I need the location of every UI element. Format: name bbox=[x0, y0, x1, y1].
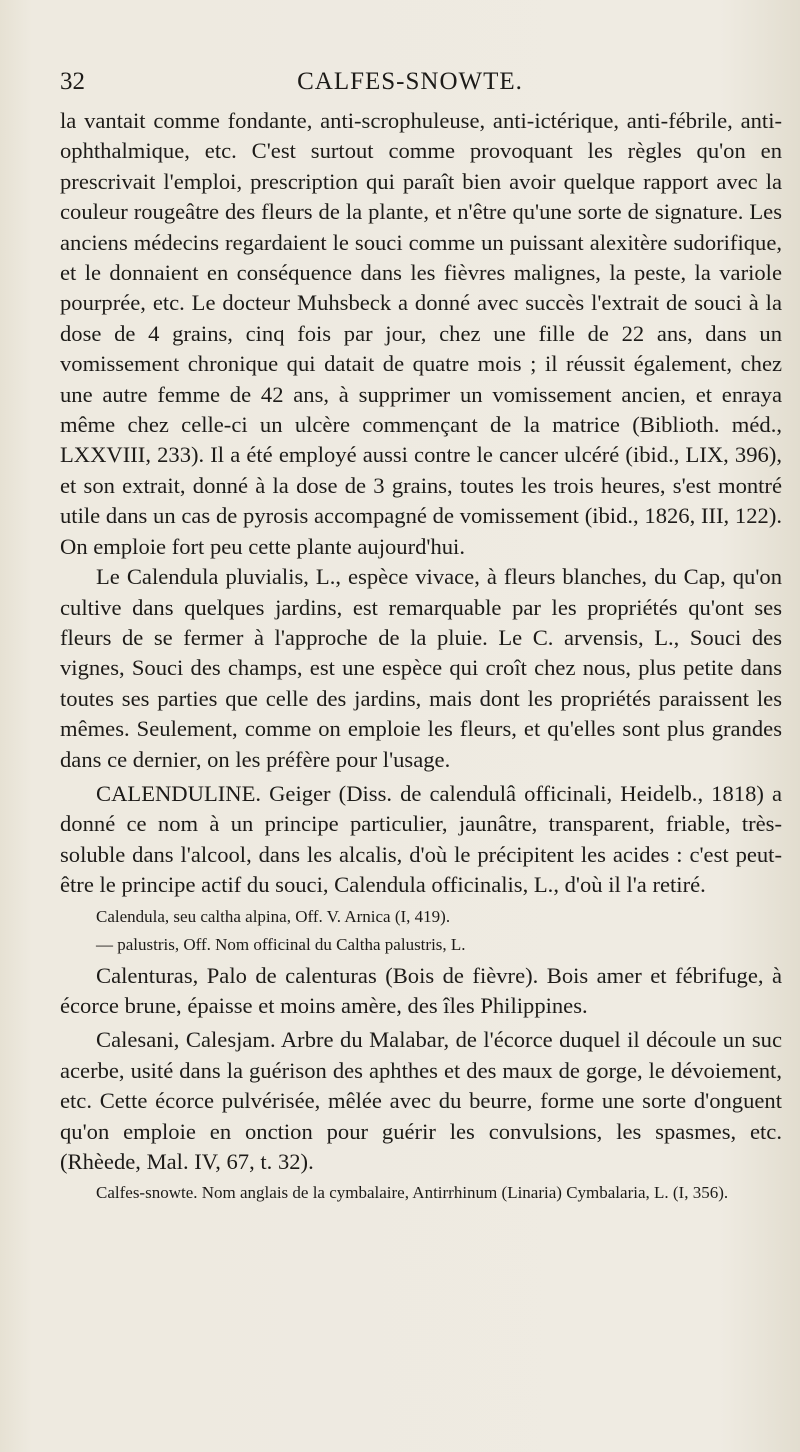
page-header bbox=[60, 64, 760, 104]
entry-palustris: — palustris, Off. Nom officinal du Caltha palustris, L. bbox=[96, 934, 466, 954]
entry-calfes-snowte: Calfes-snowte. Nom anglais de la cymbalaire, Antirrhinum (Linaria) Cymbalaria, L. (I, 356). bbox=[96, 1183, 729, 1203]
running-title: CALFES-SNOWTE. bbox=[297, 68, 523, 95]
entry-calenturas: Calenturas, Palo de calenturas (Bois de fièvre). Bois amer et fébrifuge, à écorce brune, épaisse et moins amère, des îles Philippines. bbox=[60, 962, 782, 1018]
body-text bbox=[60, 106, 782, 1205]
paragraph-souci-properties: la vantait comme fondante, anti-scrophuleuse, anti-ictérique, anti-fébrile, anti-ophthalmique, etc. C'est surtout comme provoquant les règles qu'on en prescrivait l'emploi, prescription qui paraît bien avoir quelque rapport avec la couleur rougeâtre des fleurs de la plante, et n'être qu'une sorte de signature. Les anciens médecins regardaient le souci comme un puissant alexitère sudorifique, et le donnaient en conséquence dans les fièvres malignes, la peste, la variole pourprée, etc. Le docteur Muhsbeck a donné avec succès l'extrait de souci à la dose de 4 grains, cinq fois par jour, chez une fille de 22 ans, dans un vomissement chronique qui datait de quatre mois ; il réussit également, chez une autre femme de 42 ans, à supprimer un vomissement ancien, et enraya même chez celle-ci un ulcère commençant de la matrice (Biblioth. méd., LXXVIII, 233). Il a été employé aussi contre le cancer ulcéré (ibid., LIX, 396), et son extrait, donné à la dose de 3 grains, toutes les trois heures, s'est montré utile dans un cas de pyrosis accompagné de vomissement (ibid., 1826, III, 122). On emploie fort peu cette plante aujourd'hui. bbox=[60, 108, 782, 559]
entry-calesani: Calesani, Calesjam. Arbre du Malabar, de l'écorce duquel il découle un suc acerbe, usité dans la guérison des aphthes et des maux de gorge, le dévoiement, etc. Cette écorce pulvérisée, mêlée avec du beurre, forme une sorte d'onguent qu'on emploie en onction pour guérir les convulsions, les spasmes, etc. (Rhèede, Mal. IV, 67, t. 32). bbox=[60, 1027, 782, 1174]
entry-calenduline: CALENDULINE. Geiger (Diss. de calendulâ officinali, Heidelb., 1818) a donné ce nom à un principe particulier, jaunâtre, transparent, friable, très-soluble dans l'alcool, dans les alcalis, d'où le précipitent les acides : c'est peut-être le principe actif du souci, Calendula officinalis, L., d'où il l'a retiré. bbox=[60, 780, 782, 898]
page-number: 32 bbox=[60, 68, 85, 95]
entry-calendula-caltha: Calendula, seu caltha alpina, Off. V. Arnica (I, 419). bbox=[96, 906, 451, 926]
paragraph-calendula-pluvialis: Le Calendula pluvialis, L., espèce vivace, à fleurs blanches, du Cap, qu'on cultive dans quelques jardins, est remarquable par les propriétés qu'ont ses fleurs de se fermer à l'approche de la pluie. Le C. arvensis, L., Souci des vignes, Souci des champs, est une espèce qui croît chez nous, plus petite dans toutes ses parties que celle des jardins, mais dont les propriétés paraissent les mêmes. Seulement, comme on emploie les fleurs, et qu'elles sont plus grandes dans ce dernier, on les préfère pour l'usage. bbox=[60, 564, 782, 772]
